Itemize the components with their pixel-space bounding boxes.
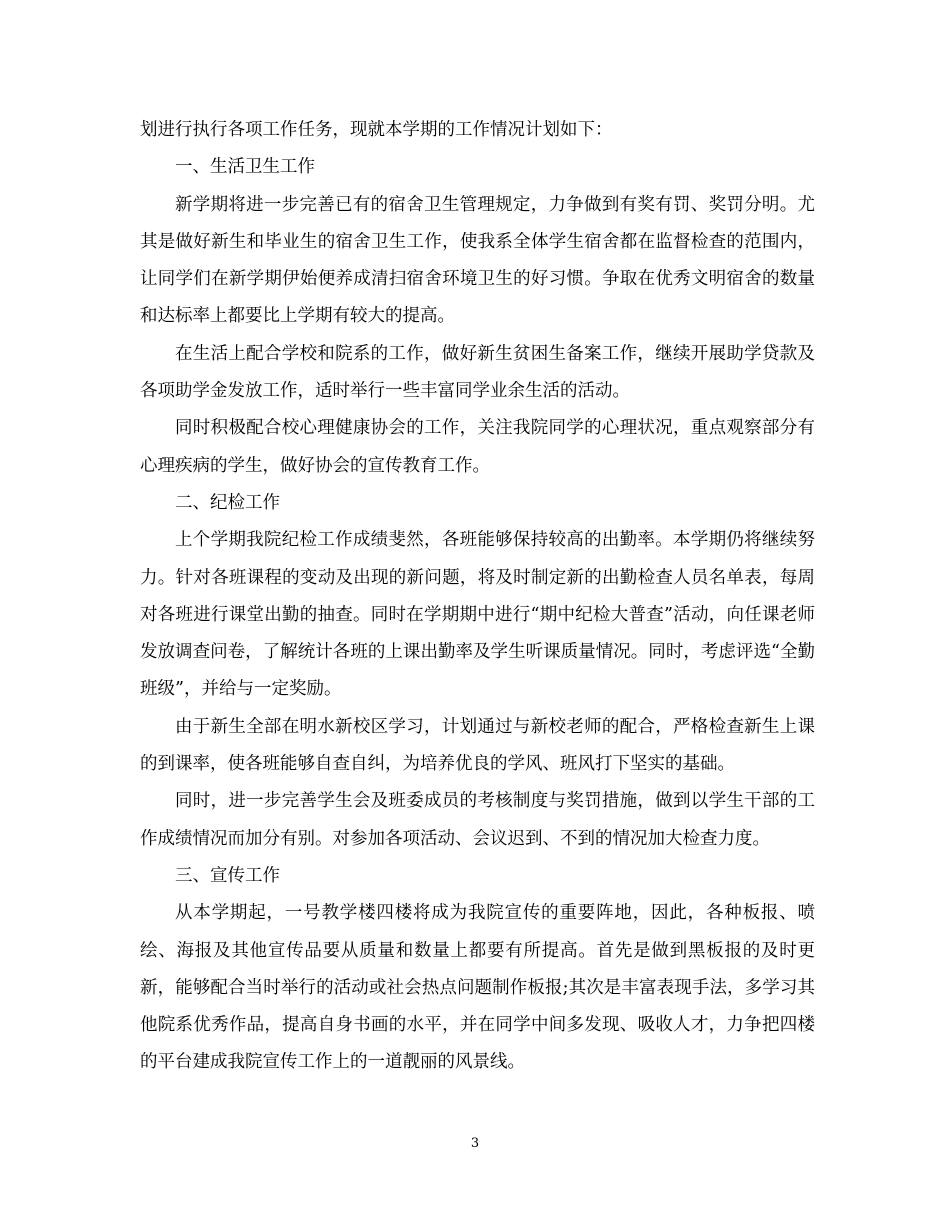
paragraph-dorm-hygiene: 新学期将进一步完善已有的宿舍卫生管理规定，力争做到有奖有罚、奖罚分明。尤其是做好新生和毕业生的宿舍卫生工作，使我系全体学生宿舍都在监督检查的范围内，让同学们在新学期伊始便养成清扫宿舍环境卫生的好习惯。争取在优秀文明宿舍的数量和达标率上都要比上学期有较大的提高。	[140, 194, 815, 327]
paragraph-student-aid: 在生活上配合学校和院系的工作，做好新生贫困生备案工作，继续开展助学贷款及各项助学金发放工作，适时举行一些丰富同学业余生活的活动。	[140, 343, 815, 402]
section-heading-discipline: 二、纪检工作	[175, 492, 280, 513]
page-number: 3	[470, 1136, 480, 1151]
paragraph-new-campus: 由于新生全部在明水新校区学习，计划通过与新校老师的配合，严格检查新生上课的到课率，使各班能够自查自纠，为培养优良的学风、班风打下坚实的基础。	[140, 716, 815, 775]
section-heading-hygiene: 一、生活卫生工作	[175, 157, 315, 178]
paragraph-publicity: 从本学期起，一号教学楼四楼将成为我院宣传的重要阵地，因此，各种板报、喷绘、海报及其他宣传品要从质量和数量上都要有所提高。首先是做到黑板报的及时更新，能够配合当时举行的活动或社会热点问题制作板报;其次是丰富表现手法，多学习其他院系优秀作品，提高自身书画的水平，并在同学中间多发现、吸收人才，力争把四楼的平台建成我院宣传工作上的一道靓丽的风景线。	[140, 903, 815, 1073]
paragraph-attendance: 上个学期我院纪检工作成绩斐然，各班能够保持较高的出勤率。本学期仍将继续努力。针对各班课程的变动及出现的新问题，将及时制定新的出勤检查人员名单表，每周对各班进行课堂出勤的抽查。同时在学期期中进行“期中纪检大普查”活动，向任课老师发放调查问卷，了解统计各班的上课出勤率及学生听课质量情况。同时，考虑评选“全勤班级”，并给与一定奖励。	[140, 530, 815, 700]
paragraph-continuation: 划进行执行各项工作任务，现就本学期的工作情况计划如下：	[140, 120, 613, 140]
section-heading-publicity: 三、宣传工作	[175, 865, 280, 886]
paragraph-assessment: 同时，进一步完善学生会及班委成员的考核制度与奖罚措施，做到以学生干部的工作成绩情况而加分有别。对参加各项活动、会议迟到、不到的情况加大检查力度。	[140, 791, 815, 849]
document-body	[140, 112, 815, 1082]
paragraph-mental-health: 同时积极配合校心理健康协会的工作，关注我院同学的心理状况，重点观察部分有心理疾病的学生，做好协会的宣传教育工作。	[140, 418, 815, 476]
